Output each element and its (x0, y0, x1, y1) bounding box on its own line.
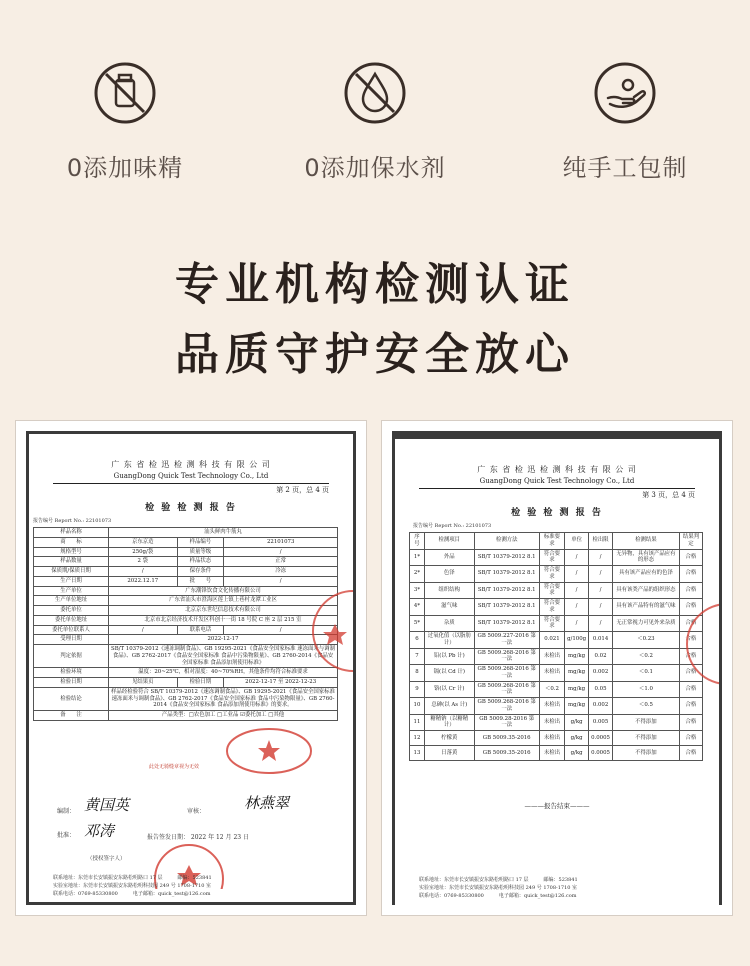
table-cell: 未检出 (539, 714, 564, 731)
table-cell: 样品状态 (177, 557, 224, 567)
signer-title: （授权签字人） (87, 856, 126, 862)
table-cell: 未检出 (539, 698, 564, 715)
table-header-cell: 检测项目 (424, 533, 474, 550)
signature-reviewer: 林燕翠 (244, 794, 290, 812)
table-cell: 样品经检验符合 SB/T 10379-2012《速冻调制食品》、GB 19295-2021《食品安全国家标准 速冻面米与调制食品》、GB 2762-2017《食品安全国家标准 食品中污染物限量》、GB 2760-2014《食品安全国家标准 食品添加剂使用标准》的要求。 (109, 687, 338, 710)
table-cell: 合格 (679, 615, 702, 632)
table-cell: 合格 (679, 698, 702, 715)
table-cell: / (565, 582, 589, 599)
table-cell: / (224, 576, 338, 586)
table-cell: 符合要求 (539, 599, 564, 616)
table-cell: 规格型号 (34, 547, 109, 557)
table-cell: 未检出 (539, 665, 564, 682)
no-water-drop-icon (342, 60, 408, 126)
table-cell: / (565, 566, 589, 583)
table-cell: 糖精钠（以糖精计） (424, 714, 474, 731)
table-cell: GB 5009.268-2016 第一法 (474, 681, 539, 698)
table-cell: 日落黄 (424, 746, 474, 761)
table-row (410, 681, 703, 698)
table-cell: 0.05 (589, 681, 613, 698)
table-cell: 8 (410, 665, 425, 682)
table-cell: SB/T 10379-2012 8.1 (474, 566, 539, 583)
table-cell: ＜0.5 (612, 698, 679, 715)
table-row (410, 566, 703, 583)
table-cell: 受理日期 (34, 635, 109, 645)
page-info: 第 3 页，总 4 页 (642, 491, 695, 499)
table-cell: GB 5009.35-2016 (474, 746, 539, 761)
table-cell: 2 袋 (109, 557, 178, 567)
table-cell: 0.002 (589, 698, 613, 715)
report-left (16, 421, 366, 915)
table-cell: ＜0.2 (612, 648, 679, 665)
report-title: 检 验 检 测 报 告 (145, 503, 237, 513)
table-cell: 杂质 (424, 615, 474, 632)
table-cell: 12 (410, 731, 425, 746)
table-cell: 9 (410, 681, 425, 698)
table-cell: 0.02 (589, 648, 613, 665)
stamp-note: 此处无骑缝章视为无效 (149, 764, 200, 770)
table-row (34, 586, 338, 596)
table-cell: 具有该产品应有的色泽 (612, 566, 679, 583)
table-row (34, 606, 338, 616)
table-row (410, 714, 703, 731)
table-cell: 批 号 (177, 576, 224, 586)
table-cell: SB/T 10379-2012 8.1 (474, 615, 539, 632)
table-cell: 样品名称 (34, 528, 109, 538)
table-cell: mg/kg (565, 681, 589, 698)
table-header-cell: 检测方法 (474, 533, 539, 550)
table-cell: 保存条件 (177, 567, 224, 577)
table-row (34, 537, 338, 547)
table-cell: 4* (410, 599, 425, 616)
table-cell: 北京京东世纪信息技术有限公司 (109, 606, 338, 616)
red-seal-stamp (224, 726, 314, 776)
table-row (34, 596, 338, 606)
feature-no-water-agent (250, 60, 500, 183)
company-cn: 广 东 省 检 迅 检 测 科 技 有 限 公 司 (111, 460, 271, 469)
table-cell: 不得添加 (612, 731, 679, 746)
table-row (34, 547, 338, 557)
table-header-cell: 标准要求 (539, 533, 564, 550)
table-cell: 色泽 (424, 566, 474, 583)
report-right (382, 421, 732, 915)
table-cell: 产品类型：□农色加工 □工业品 ☑委托加工 □其他 (109, 711, 338, 721)
table-cell: 2022-12-17 (109, 635, 338, 645)
sample-table (33, 527, 338, 721)
table-cell: GB 5009.268-2016 第一法 (474, 698, 539, 715)
table-cell: 委托单位 (34, 606, 109, 616)
table-cell: 2022.12.17 (109, 576, 178, 586)
feature-handmade (500, 60, 750, 183)
table-cell: SB/T 10379-2012 8.1 (474, 582, 539, 599)
table-row (34, 576, 338, 586)
feature-row (0, 0, 750, 210)
table-cell: 不得添加 (612, 746, 679, 761)
table-cell: / (224, 547, 338, 557)
table-cell: 见结果页 (109, 678, 178, 688)
table-cell: 合格 (679, 549, 702, 566)
table-cell: 生产日期 (34, 576, 109, 586)
table-cell: / (589, 582, 613, 599)
lab-address: 实验室地址：东莞市长安镇振安东路松明科技园 249 号 1708-1710 室 (419, 885, 578, 891)
table-cell: 0.005 (589, 714, 613, 731)
table-cell: / (224, 625, 338, 635)
table-cell: 生产单位 (34, 586, 109, 596)
table-cell: 总砷(以 As 计) (424, 698, 474, 715)
table-cell: 判定依据 (34, 645, 109, 668)
table-cell: 5* (410, 615, 425, 632)
table-row (410, 746, 703, 761)
table-cell: 符合要求 (539, 566, 564, 583)
table-cell: 合格 (679, 714, 702, 731)
signature-compiler: 黄国英 (84, 796, 130, 814)
table-cell: 具有该类产品的组织形态 (612, 582, 679, 599)
table-cell: g/kg (565, 731, 589, 746)
table-cell: mg/kg (565, 648, 589, 665)
table-cell: 广东潮锋饮食文化传播有限公司 (109, 586, 338, 596)
red-side-stamp (295, 586, 353, 676)
table-cell: 未检出 (539, 648, 564, 665)
table-cell: GB 5009.268-2016 第一法 (474, 665, 539, 682)
table-cell: / (589, 566, 613, 583)
lab-address: 实验室地址：东莞市长安镇振安东路松明科技园 249 号 1708-1710 室 (53, 883, 212, 889)
feature-no-msg (0, 60, 250, 183)
table-cell: GB 5009.227-2016 第一法 (474, 632, 539, 649)
table-row (410, 665, 703, 682)
table-header-cell: 单位 (565, 533, 589, 550)
table-cell: 0.002 (589, 665, 613, 682)
table-cell: 10 (410, 698, 425, 715)
table-cell: 未检出 (539, 731, 564, 746)
table-cell: 广东省汕头市澄海区莲上镇上巷村龙潭工业区 (109, 596, 338, 606)
sig-review-label: 审核： (187, 808, 206, 815)
hand-wrap-icon (592, 60, 658, 126)
table-cell: 具有该产品特有的滋气味 (612, 599, 679, 616)
divider (419, 488, 695, 489)
table-cell: 22101073 (224, 537, 338, 547)
table-cell: 未检出 (539, 746, 564, 761)
table-cell: 商 标 (34, 537, 109, 547)
table-cell: g/kg (565, 714, 589, 731)
table-cell: 柠檬黄 (424, 731, 474, 746)
table-cell: 1* (410, 549, 425, 566)
table-cell: / (565, 599, 589, 616)
table-cell: 委托单位联系人 (34, 625, 109, 635)
company-en: GuangDong Quick Test Technology Co., Ltd (113, 472, 269, 480)
table-cell: 质量等级 (177, 547, 224, 557)
table-cell: 无异物，具有该产品应有的形态 (612, 549, 679, 566)
table-cell: 检验环境 (34, 668, 109, 678)
signature-approver: 邓涛 (84, 822, 115, 840)
sig-approve-label: 批准： (57, 832, 76, 839)
table-cell: 6 (410, 632, 425, 649)
table-cell: 合格 (679, 665, 702, 682)
table-row (410, 632, 703, 649)
table-cell: 铬(以 Cr 计) (424, 681, 474, 698)
table-cell: 2022-12-17 至 2022-12-23 (224, 678, 338, 688)
table-cell: 11 (410, 714, 425, 731)
table-row (34, 711, 338, 721)
table-row (410, 549, 703, 566)
report-end: ———报告结束——— (524, 802, 590, 810)
table-row (34, 567, 338, 577)
table-header-cell: 检出限 (589, 533, 613, 550)
table-cell: 委托单位地址 (34, 615, 109, 625)
table-cell: 温度：20~25℃，相对湿度：40~70%RH，其他条件均符合标准要求 (109, 668, 338, 678)
table-row (410, 615, 703, 632)
table-cell: 联系电话 (177, 625, 224, 635)
table-row (34, 668, 338, 678)
table-cell: 汕头鲜肉牛筋丸 (109, 528, 338, 538)
table-cell: 合格 (679, 582, 702, 599)
table-cell: 0.0005 (589, 731, 613, 746)
report-page (29, 434, 353, 902)
table-cell: 3* (410, 582, 425, 599)
contact-address: 联系地址：东莞市长安镇振安东路松明路口 17 层 邮编：523841 (419, 877, 578, 883)
headline-line1: 专业机构检测认证 (175, 259, 575, 310)
table-cell: 铅(以 Pb 计) (424, 648, 474, 665)
table-cell: / (589, 549, 613, 566)
table-cell: 滋气味 (424, 599, 474, 616)
feature-label: 0添加味精 (66, 154, 184, 182)
sign-date: 报告签发日期： 2022 年 12 月 23 日 (147, 834, 249, 841)
report-title: 检 验 检 测 报 告 (511, 508, 603, 518)
divider (53, 483, 329, 484)
table-cell: GB 5009.268-2016 第一法 (474, 648, 539, 665)
contact-phone: 联系电话：0769-85330800 电子邮箱：quick_test@126.com (419, 893, 577, 899)
table-cell: GB 5009.28-2016 第一法 (474, 714, 539, 731)
table-cell: 2* (410, 566, 425, 583)
table-cell: 组织结构 (424, 582, 474, 599)
table-cell: / (565, 549, 589, 566)
table-row (410, 599, 703, 616)
table-cell: 合格 (679, 681, 702, 698)
table-cell: GB 5009.35-2016 (474, 731, 539, 746)
sig-compile-label: 编制： (57, 808, 76, 815)
table-cell: 合格 (679, 566, 702, 583)
table-cell: 0.014 (589, 632, 613, 649)
table-row (34, 557, 338, 567)
table-cell: g/kg (565, 746, 589, 761)
table-cell: 冷冻 (224, 567, 338, 577)
table-cell: 镉(以 Cd 计) (424, 665, 474, 682)
table-cell: 7 (410, 648, 425, 665)
feature-label: 纯手工包制 (562, 154, 688, 182)
table-row (34, 678, 338, 688)
table-cell: ＜0.2 (539, 681, 564, 698)
table-cell: SB/T 10379-2012《速冻调制食品》、GB 19295-2021《食品安全国家标准 速冻面米与调制食品》、GB 2762-2017《食品安全国家标准 食品中污染物限量》、GB 2760-2014《食品安全国家标准 食品添加剂使用标准》 (109, 645, 338, 668)
table-cell: 合格 (679, 746, 702, 761)
table-cell: / (109, 567, 178, 577)
contact-address: 联系地址：东莞市长安镇振安东路松明路口 17 层 邮编：523841 (53, 875, 212, 881)
table-cell: / (589, 615, 613, 632)
table-cell: 生产单位地址 (34, 596, 109, 606)
table-header-cell: 检测结果 (612, 533, 679, 550)
red-side-stamp (685, 599, 719, 689)
table-cell: ＜1.0 (612, 681, 679, 698)
table-cell: 符合要求 (539, 582, 564, 599)
table-cell: 北京市北京经济技术开发区科创十一街 18 号院 C 座 2 层 215 室 (109, 615, 338, 625)
table-cell: ＜0.23 (612, 632, 679, 649)
table-cell: 合格 (679, 731, 702, 746)
table-cell: 符合要求 (539, 549, 564, 566)
table-cell: 0.021 (539, 632, 564, 649)
report-page (395, 439, 719, 905)
table-cell: 无正常视力可见外来杂质 (612, 615, 679, 632)
table-cell: SB/T 10379-2012 8.1 (474, 599, 539, 616)
contact-phone: 联系电话：0769-85330800 电子邮箱：quick_test@126.com (53, 891, 211, 897)
table-cell: 备 注 (34, 711, 109, 721)
table-cell: 合格 (679, 599, 702, 616)
table-cell: 保质期/保质日期 (34, 567, 109, 577)
company-en: GuangDong Quick Test Technology Co., Ltd (479, 477, 635, 485)
table-cell: 样品数量 (34, 557, 109, 567)
feature-label: 0添加保水剂 (304, 154, 446, 182)
table-cell: 样品编号 (177, 537, 224, 547)
report-no: 报告编号 Report No.: 22101073 (413, 523, 492, 529)
table-cell: mg/kg (565, 665, 589, 682)
table-row (34, 635, 338, 645)
table-cell: 符合要求 (539, 615, 564, 632)
table-row (34, 528, 338, 538)
table-cell: 检验结论 (34, 687, 109, 710)
table-row (410, 731, 703, 746)
report-no: 报告编号 Report No.: 22101073 (33, 518, 112, 524)
table-cell: 250g/袋 (109, 547, 178, 557)
results-table (409, 532, 703, 761)
table-cell: 13 (410, 746, 425, 761)
table-cell: mg/kg (565, 698, 589, 715)
headline-line2: 品质守护安全放心 (175, 329, 575, 380)
table-cell: g/100g (565, 632, 589, 649)
table-cell: 检验日期 (177, 678, 224, 688)
table-row (410, 582, 703, 599)
page-info: 第 2 页，总 4 页 (276, 486, 329, 494)
table-row (34, 687, 338, 710)
table-cell: / (565, 615, 589, 632)
table-row (34, 625, 338, 635)
table-header-cell: 结果判定 (679, 533, 702, 550)
table-cell: ＜0.1 (612, 665, 679, 682)
company-cn: 广 东 省 检 迅 检 测 科 技 有 限 公 司 (477, 465, 637, 474)
table-cell: 京东京造 (109, 537, 178, 547)
no-msg-bottle-icon (92, 60, 158, 126)
table-cell: / (109, 625, 178, 635)
table-row (34, 645, 338, 668)
table-cell: 合格 (679, 648, 702, 665)
table-cell: 0.0005 (589, 746, 613, 761)
table-cell: 不得添加 (612, 714, 679, 731)
table-header-cell: 序号 (410, 533, 425, 550)
table-cell: 正常 (224, 557, 338, 567)
table-cell: 过氧化值（以脂肪计） (424, 632, 474, 649)
table-cell: 检验日期 (34, 678, 109, 688)
table-cell: SB/T 10379-2012 8.1 (474, 549, 539, 566)
table-cell: / (589, 599, 613, 616)
table-row (410, 648, 703, 665)
table-cell: 外品 (424, 549, 474, 566)
table-row (34, 615, 338, 625)
table-row (410, 698, 703, 715)
table-cell: 合格 (679, 632, 702, 649)
